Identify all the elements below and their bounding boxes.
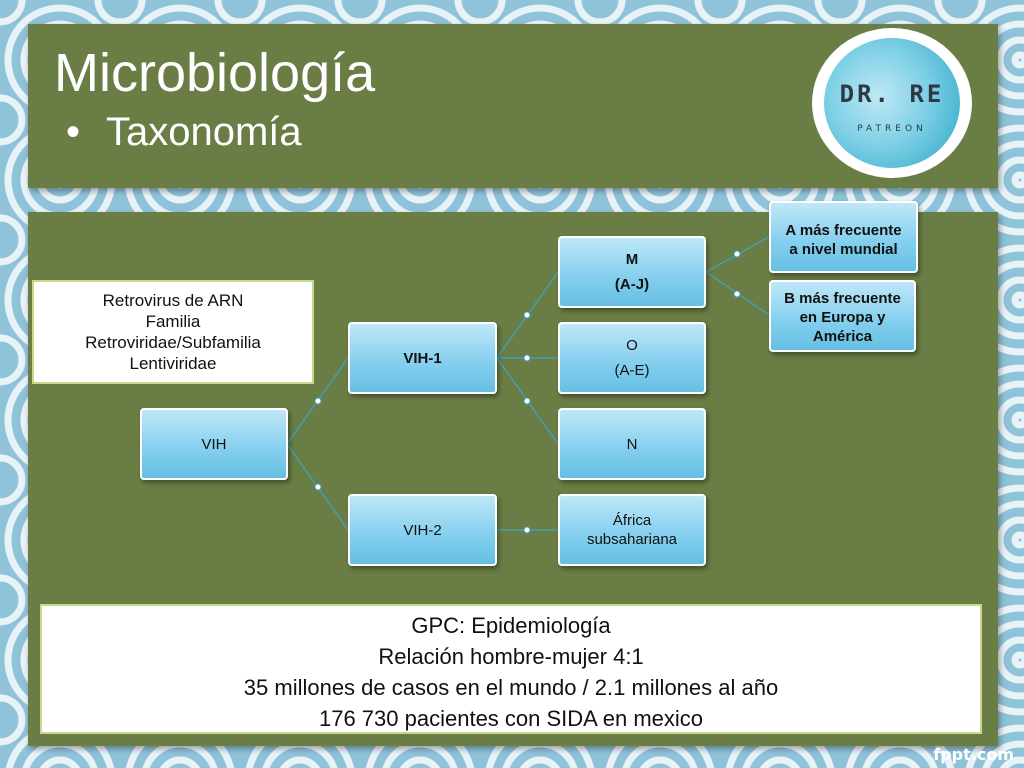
logo-name: DR. RE: [839, 80, 945, 108]
node-vih2-label: VIH-2: [403, 521, 442, 539]
retro-line-4: Lentiviridae: [129, 354, 217, 373]
node-vih1: [348, 322, 497, 394]
node-m: [558, 236, 706, 308]
gpc-line-2: Relación hombre-mujer 4:1: [378, 644, 644, 669]
node-subtype-a: [769, 201, 918, 273]
gpc-epidemiology-box: [40, 604, 982, 734]
node-vih-label: VIH: [201, 435, 227, 453]
node-subtype-b: [769, 280, 916, 352]
node-a-line2: a nivel mundial: [789, 241, 898, 258]
fppt-watermark: fppt.com: [933, 745, 1014, 764]
node-b-line2: en Europa y: [799, 309, 886, 326]
node-b-line1: B más frecuente: [784, 290, 901, 307]
node-africa: [558, 494, 706, 566]
retrovirus-info-box: [32, 280, 314, 384]
node-o-title: O: [626, 337, 638, 354]
gpc-line-3: 35 millones de casos en el mundo / 2.1 millones al año: [243, 675, 779, 700]
node-b-line3: América: [812, 328, 873, 345]
node-m-title: M: [625, 251, 639, 268]
node-n-label: N: [626, 435, 638, 453]
logo-subtext: PATREON: [857, 124, 927, 134]
node-vih: [140, 408, 288, 480]
retro-line-1: Retrovirus de ARN: [102, 291, 244, 310]
node-a-line1: A más frecuente: [785, 222, 902, 239]
retro-line-2: Familia: [145, 312, 201, 331]
node-o: [558, 322, 706, 394]
bullet-icon: •: [66, 110, 81, 154]
node-africa-line1: África: [612, 512, 652, 529]
node-vih1-label: VIH-1: [403, 349, 442, 367]
slide-title: Microbiología: [54, 43, 376, 103]
dr-re-logo: [812, 28, 972, 178]
node-o-sub: (A-E): [614, 362, 650, 379]
node-n: [558, 408, 706, 480]
node-vih2: [348, 494, 497, 566]
node-africa-line2: subsahariana: [586, 531, 678, 548]
gpc-line-4: 176 730 pacientes con SIDA en mexico: [318, 706, 704, 731]
retro-line-3: Retroviridae/Subfamilia: [85, 333, 261, 352]
gpc-line-1: GPC: Epidemiología: [411, 613, 611, 638]
slide-subtitle: [66, 110, 302, 154]
node-m-sub: (A-J): [614, 276, 650, 293]
subtitle-text: Taxonomía: [106, 110, 302, 154]
